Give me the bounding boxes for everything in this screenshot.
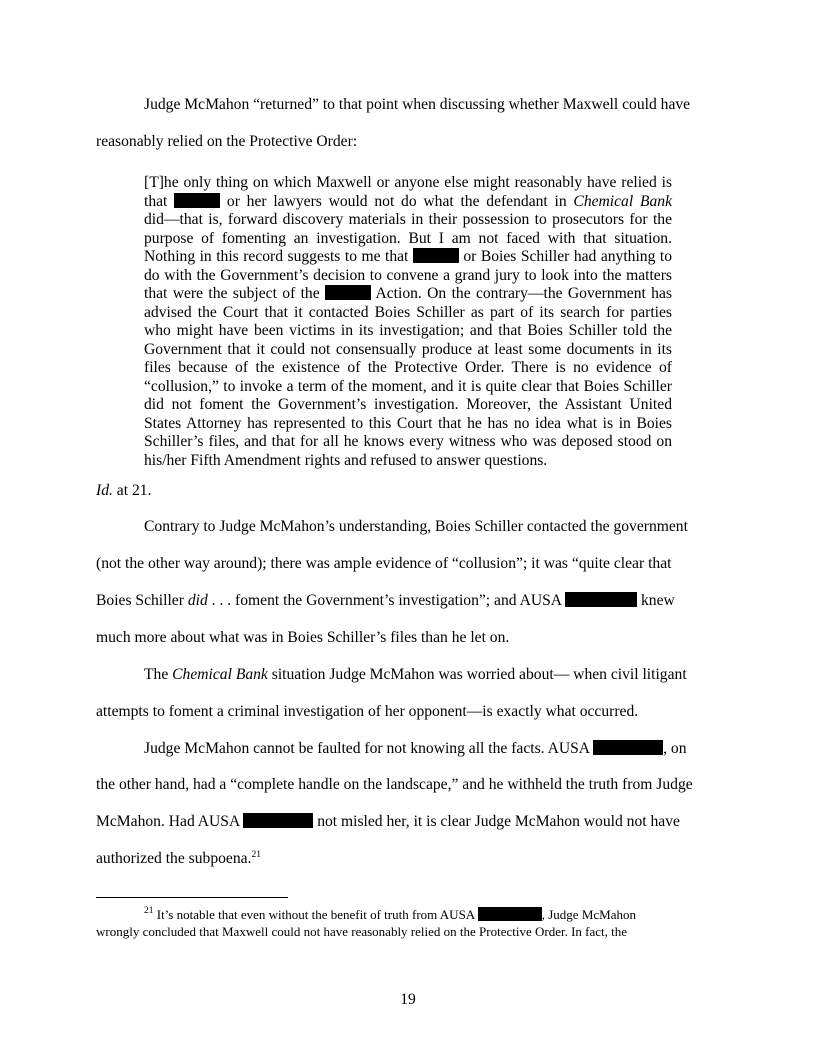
quote-line: “collusion,” to invoke a term of the moment, and it is quite clear that Boies Schiller — [144, 377, 672, 395]
quote-text: or Boies Schiller had anything to — [463, 248, 672, 265]
redaction-box — [413, 248, 459, 263]
quote-line: purpose of fomenting an investigation. But I am not faced with that situation. — [144, 229, 672, 247]
text: authorized the subpoena. — [96, 850, 252, 867]
quote-line: [T]he only thing on which Maxwell or anyone else might reasonably have relied is — [144, 174, 672, 191]
text: McMahon. Had AUSA — [96, 813, 240, 830]
footnote-number: 21 — [144, 906, 154, 916]
text: situation Judge McMahon was worried about— when civil litigant — [267, 666, 687, 683]
para3-line2: attempts to foment a criminal investigation of her opponent—is exactly what occurred. — [96, 703, 639, 720]
quote-text: or her lawyers would not do what the defendant in — [226, 192, 567, 210]
redaction-box — [565, 592, 637, 607]
text: It’s notable that even without the benefit of truth from AUSA — [153, 907, 475, 922]
para2-line1: Contrary to Judge McMahon’s understanding, Boies Schiller contacted the government — [144, 518, 688, 535]
para1-line1: Judge McMahon “returned” to that point when discussing whether Maxwell could have — [144, 96, 691, 113]
quote-line: did not foment the Government’s investigation. Moreover, the Assistant United — [144, 396, 672, 413]
para4-line4 — [96, 850, 261, 868]
quote-line: files because of the existence of the Protective Order. There is no evidence of — [144, 359, 672, 376]
quote-text: that were the subject of the — [144, 285, 320, 302]
quote-line: his/her Fifth Amendment rights and refused to answer questions. — [144, 451, 548, 469]
quote-line: States Attorney has represented to this Court that he has no idea what is in Boies — [144, 414, 672, 432]
quote-line: advised the Court that it contacted Boies Schiller as part of its search for parties — [144, 303, 672, 321]
redaction-box — [174, 193, 220, 208]
footnote-divider — [96, 897, 288, 898]
quote-text: Nothing in this record suggests to me that — [144, 248, 409, 265]
page-number: 19 — [400, 991, 416, 1008]
quote-line: did—that is, forward discovery materials in their possession to prosecutors for the — [144, 211, 672, 228]
text: The — [144, 666, 173, 683]
text: , Judge McMahon — [541, 907, 636, 922]
quote-text: that — [144, 192, 168, 210]
text: , on — [663, 740, 687, 757]
redaction-box — [325, 285, 371, 300]
quote-line: who might have been victims in its investigation; and that Boies Schiller told the — [144, 322, 672, 339]
quote-line — [144, 193, 672, 212]
text: not misled her, it is clear Judge McMahon would not have — [317, 813, 680, 830]
block-quote — [144, 174, 672, 470]
para1-line2: reasonably relied on the Protective Order: — [96, 133, 358, 150]
para3-line1 — [144, 666, 687, 684]
para4-line1 — [144, 740, 687, 758]
case-name-italic: Chemical Bank — [172, 666, 268, 683]
quote-line: Government that it could not consensually produce at least some documents in its — [144, 340, 672, 358]
redaction-box — [243, 813, 313, 828]
para2-line4: much more about what was in Boies Schiller’s files than he let on. — [96, 629, 510, 646]
quote-line: do with the Government’s decision to convene a grand jury to look into the matters — [144, 266, 672, 284]
text: Boies Schiller — [96, 592, 188, 609]
footnote-line2: wrongly concluded that Maxwell could not have reasonably relied on the Protective Order. In fact, the — [96, 924, 628, 939]
citation — [96, 482, 151, 500]
text: . . . foment the Government’s investigation”; and AUSA — [207, 592, 562, 609]
para4-line2: the other hand, had a “complete handle on the landscape,” and he withheld the truth from Judge — [96, 776, 693, 793]
footnote-line1 — [144, 907, 636, 923]
para2-line3 — [96, 592, 675, 610]
quote-line — [144, 248, 672, 267]
quote-line — [144, 285, 672, 304]
citation-id: Id. — [96, 482, 113, 499]
footnote-reference[interactable]: 21 — [251, 850, 261, 860]
citation-page: at 21. — [112, 482, 152, 499]
text: knew — [641, 592, 675, 609]
text: Judge McMahon cannot be faulted for not knowing all the facts. AUSA — [144, 740, 590, 757]
emphasis-italic: did — [187, 592, 208, 609]
redaction-box — [593, 740, 663, 755]
case-name-italic: Chemical Bank — [573, 192, 672, 210]
quote-line: Schiller’s files, and that for all he knows every witness who was deposed stood on — [144, 433, 672, 450]
para4-line3 — [96, 813, 680, 831]
quote-text: Action. On the contrary—the Government has — [375, 285, 672, 302]
para2-line2: (not the other way around); there was ample evidence of “collusion”; it was “quite clear that — [96, 555, 672, 572]
redaction-box — [478, 907, 542, 921]
